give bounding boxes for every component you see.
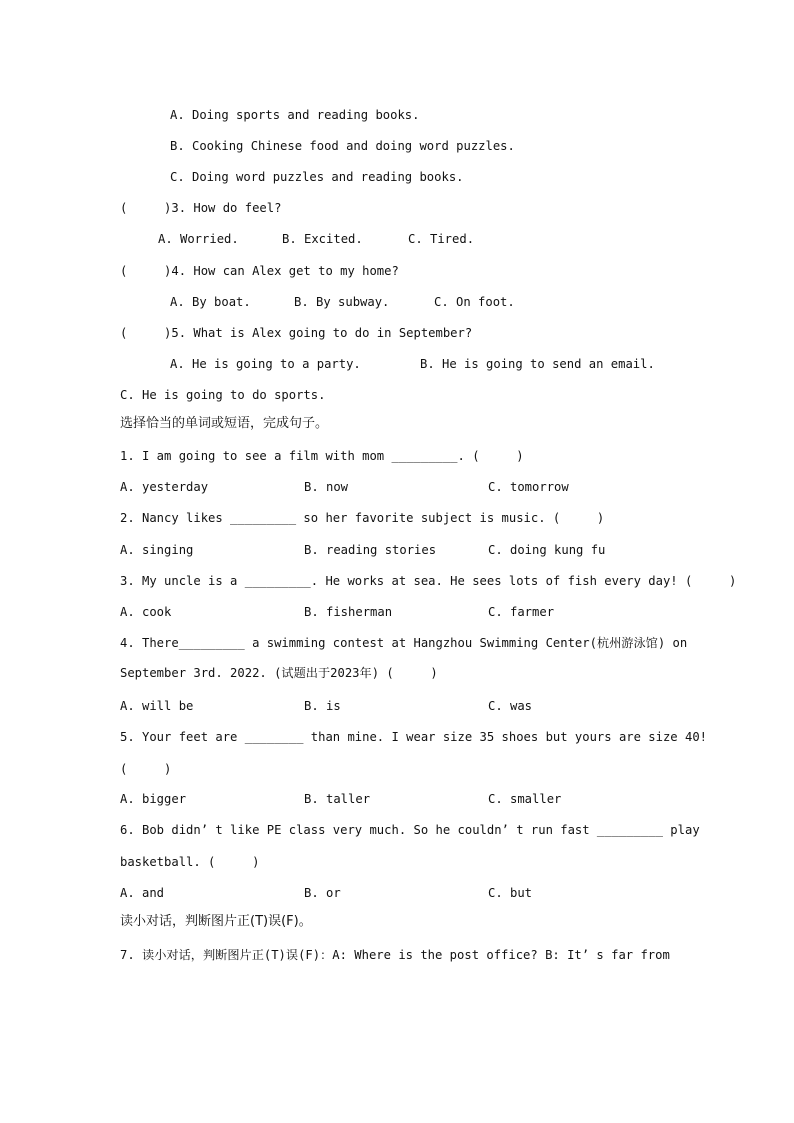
option-text: C. Tired. [408,232,475,246]
option-text: A. singing [120,543,194,557]
option-text: A. and [120,886,165,900]
question-stem: 6. Bob didn’ t like PE class very much. So he couldn’ t run fast _________ play [120,823,700,837]
option-text: C. On foot. [434,295,515,309]
option-text: A. Doing sports and reading books. [170,108,420,122]
question-stem: ( ) [120,762,172,776]
option-text: A. Worried. [158,232,239,246]
question-stem: 7. 读小对话，判断图片正(T)误(F)：A: Where is the post office? B: It’ s far from [120,948,670,962]
option-text: A. By boat. [170,295,251,309]
option-text: C. farmer [488,605,555,619]
option-text: C. smaller [488,792,562,806]
question-stem: ( )5. What is Alex going to do in September? [120,326,473,340]
question-stem: ( )3. How do feel? [120,201,282,215]
option-text: A. will be [120,699,194,713]
option-text: B. now [304,480,349,494]
option-text: B. reading stories [304,543,437,557]
question-stem: 3. My uncle is a _________. He works at sea. He sees lots of fish every day! ( ) [120,574,737,588]
question-stem: September 3rd. 2022. (试题出于2023年) ( ) [120,666,438,680]
option-text: A. He is going to a party. [170,357,361,371]
option-text: C. but [488,886,533,900]
question-stem: ( )4. How can Alex get to my home? [120,264,399,278]
option-text: C. He is going to do sports. [120,388,326,402]
question-stem: 1. I am going to see a film with mom _________. ( ) [120,449,524,463]
option-text: B. fisherman [304,605,393,619]
option-text: B. or [304,886,341,900]
option-text: A. bigger [120,792,187,806]
option-text: A. yesterday [120,480,209,494]
option-text: A. cook [120,605,172,619]
question-stem: 4. There_________ a swimming contest at Hangzhou Swimming Center(杭州游泳馆) on [120,636,688,650]
option-text: B. Cooking Chinese food and doing word puzzles. [170,139,515,153]
option-text: C. tomorrow [488,480,569,494]
question-stem: 5. Your feet are ________ than mine. I wear size 35 shoes but yours are size 40! [120,730,707,744]
section-heading: 读小对话，判断图片正(T)误(F)。 [120,914,312,929]
question-stem: 2. Nancy likes _________ so her favorite subject is music. ( ) [120,511,605,525]
option-text: C. Doing word puzzles and reading books. [170,170,464,184]
option-text: C. doing kung fu [488,543,606,557]
question-stem: basketball. ( ) [120,855,260,869]
option-text: B. By subway. [294,295,390,309]
option-text: C. was [488,699,533,713]
option-text: B. taller [304,792,371,806]
option-text: B. He is going to send an email. [420,357,655,371]
section-heading: 选择恰当的单词或短语，完成句子。 [120,416,329,431]
option-text: B. is [304,699,341,713]
option-text: B. Excited. [282,232,363,246]
